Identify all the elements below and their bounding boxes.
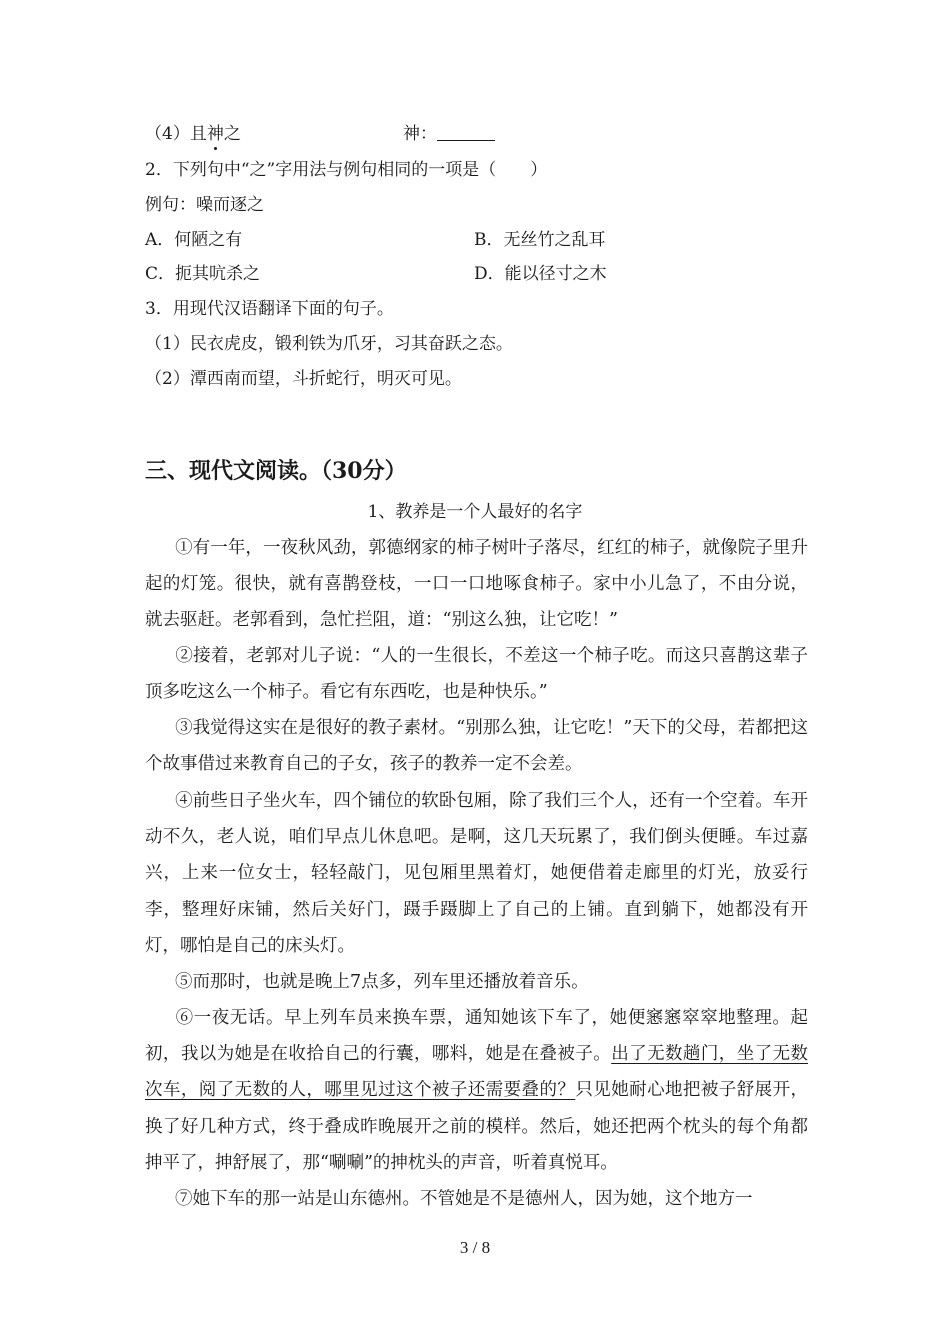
q3-stem: 3．用现代汉语翻译下面的句子。 bbox=[145, 299, 394, 319]
paragraph-text: ⑦她下车的那一站是山东德州。不管她是不是德州人，因为她，这个地方一 bbox=[175, 1189, 753, 1209]
q1-item-4-emphasized-char: 神 bbox=[206, 124, 224, 144]
article-title: 1、教养是一个人最好的名字 bbox=[367, 502, 583, 522]
page-number: 3 / 8 bbox=[459, 1238, 491, 1257]
paragraph-text: ②接着，老郭对儿子说：“人的一生很长，不差这一个柿子吃。而这只喜鹊这辈子顶多吃这么一个柿子。看它有东西吃，也是种快乐。” bbox=[145, 646, 808, 703]
paragraph-7 bbox=[145, 1181, 808, 1217]
q1-item-4-answer bbox=[403, 122, 495, 146]
answer-blank[interactable] bbox=[437, 122, 495, 141]
q3-item-1: （1）民衣虎皮，锻利铁为爪牙，习其奋跃之态。 bbox=[145, 334, 513, 354]
q2-option-b: B．无丝竹之乱耳 bbox=[474, 230, 606, 250]
q2-stem: 2．下列句中“之”字用法与例句相同的一项是（ ） bbox=[145, 160, 548, 180]
q1-item-4-prefix: （4）且 bbox=[145, 124, 207, 144]
section-heading: 三、现代文阅读。（30分） bbox=[145, 458, 407, 484]
paragraph-text: ④前些日子坐火车，四个铺位的软卧包厢，除了我们三个人，还有一个空着。车开动不久，老人说，咱们早点儿休息吧。是啊，这几天玩累了，我们倒头便睡。车过嘉兴，上来一位女士，轻轻敲门，见包厢里黑着灯，她便借着走廊里的灯光，放妥行李，整理好床铺，然后关好门，蹑手蹑脚上了自己的上铺。直到躺下，她都没有开灯，哪怕是自己的床头灯。 bbox=[145, 791, 808, 956]
paragraph-2 bbox=[145, 638, 808, 710]
q3-item-2: （2）潭西南而望，斗折蛇行，明灭可见。 bbox=[145, 369, 462, 389]
paragraph-4 bbox=[145, 783, 808, 964]
q2-option-d: D．能以径寸之木 bbox=[474, 264, 607, 284]
paragraph-5 bbox=[145, 964, 808, 1000]
paragraph-text: ③我觉得这实在是很好的教子素材。“别那么独，让它吃！”天下的父母，若都把这个故事借过来教育自己的子女，孩子的教养一定不会差。 bbox=[145, 718, 808, 775]
paragraph-text: ⑤而那时，也就是晚上7点多，列车里还播放着音乐。 bbox=[175, 972, 589, 992]
paragraph-6 bbox=[145, 1000, 808, 1181]
paragraph-text: 只见她耐心地把被子舒展开，换了好几种方式，终于叠成昨晚展开之前的模样。然后，她还把两个枕头的每个角都抻平了，抻舒展了，那“唰唰”的抻枕头的声音，听着真悦耳。 bbox=[145, 1080, 809, 1173]
paragraph-1 bbox=[145, 530, 808, 639]
paragraph-text: ⑥一夜无话。早上列车员来换车票，通知她该下车了，她便窸窸窣窣地整理。起初，我以为她是在收拾自己的行囊，哪料，她是在叠被子。 bbox=[145, 1008, 808, 1065]
q2-example: 例句：噪而逐之 bbox=[145, 195, 264, 215]
paragraph-text: ①有一年，一夜秋风劲，郭德纲家的柿子树叶子落尽，红红的柿子，就像院子里升起的灯笼。很快，就有喜鹊登枝，一口一口地啄食柿子。家中小儿急了，不由分说，就去驱赶。老郭看到，急忙拦阻，道：“别这么独，让它吃！” bbox=[145, 538, 808, 631]
paragraph-3 bbox=[145, 710, 808, 782]
q1-item-4-answer-label: 神： bbox=[403, 124, 437, 144]
q1-item-4 bbox=[145, 122, 241, 146]
q2-option-c: C．扼其吭杀之 bbox=[145, 264, 261, 284]
q1-item-4-suffix: 之 bbox=[223, 124, 241, 144]
q2-option-a: A．何陋之有 bbox=[145, 230, 243, 250]
underlined-sentence: 出了无数趟门，坐了无数次车，阅了无数的人，哪里见过这个被子还需要叠的？ bbox=[145, 1044, 809, 1101]
